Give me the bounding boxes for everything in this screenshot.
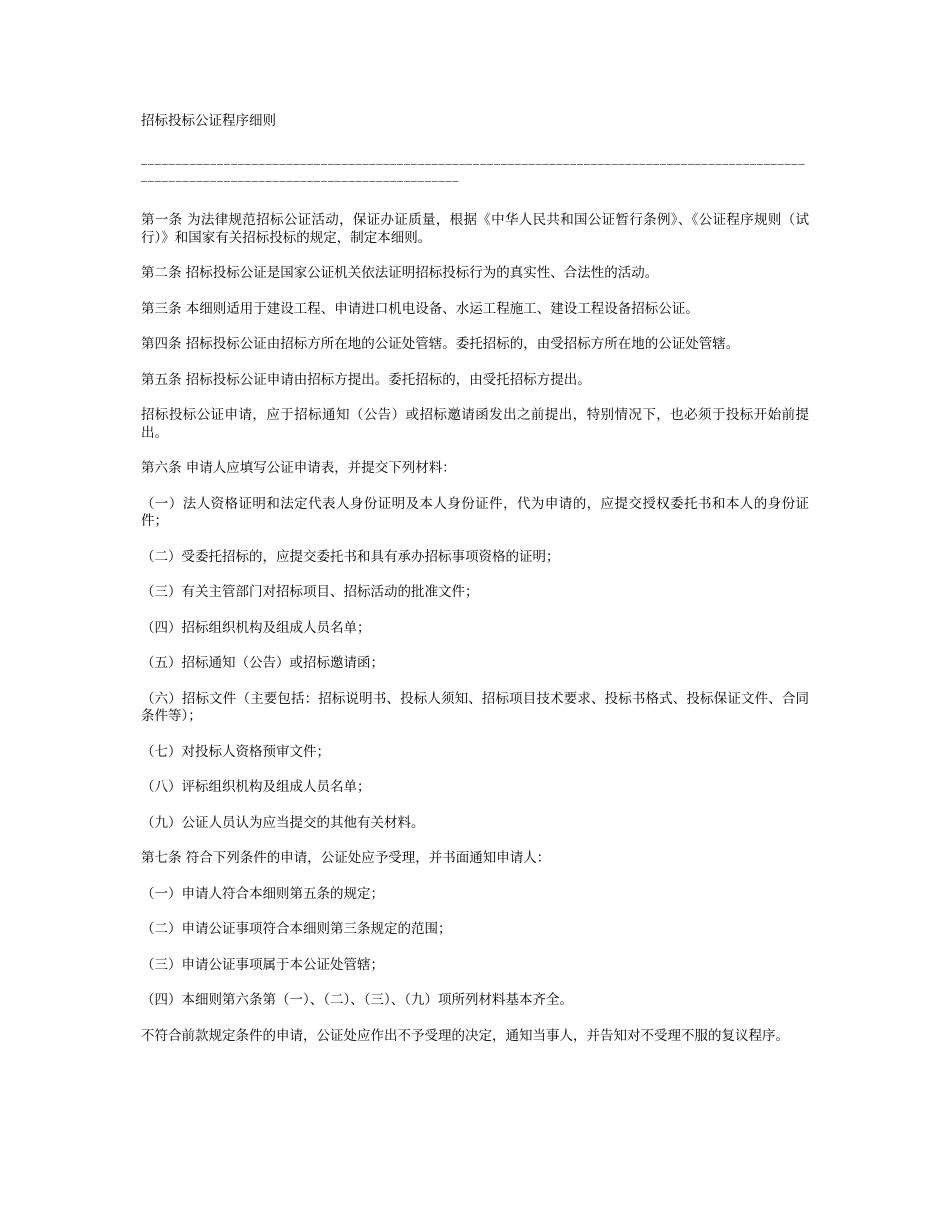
paragraph: 第一条 为法律规范招标公证活动，保证办证质量，根据《中华人民共和国公证暂行条例》、《公证程序规则（试行）》和国家有关招标投标的规定，制定本细则。: [141, 212, 809, 246]
paragraph: 不符合前款规定条件的申请，公证处应作出不予受理的决定，通知当事人，并告知对不受理不服的复议程序。: [141, 1027, 789, 1044]
list-item: （一）法人资格证明和法定代表人身份证明及本人身份证件，代为申请的，应提交授权委托书和本人的身份证件；: [141, 495, 809, 529]
paragraph: 第五条 招标投标公证申请由招标方提出。委托招标的，由受托招标方提出。: [141, 371, 591, 388]
paragraph: 第二条 招标投标公证是国家公证机关依法证明招标投标行为的真实性、合法性的活动。: [141, 265, 659, 281]
paragraph: 第六条 申请人应填写公证申请表，并提交下列材料：: [141, 460, 456, 476]
list-item: （一）申请人符合本细则第五条的规定；: [141, 885, 384, 902]
list-item: （九）公证人员认为应当提交的其他有关材料。: [141, 814, 425, 831]
list-item: （四）本细则第六条第（一）、（二）、（三）、（九）项所列材料基本齐全。: [141, 992, 573, 1008]
paragraph: 第七条 符合下列条件的申请，公证处应予受理，并书面通知申请人：: [141, 850, 551, 866]
document-title: 招标投标公证程序细则: [141, 113, 276, 129]
list-item: （三）申请公证事项属于本公证处管辖；: [141, 956, 384, 973]
separator-line: ——————————————————————————————————————————————————————————————————————————————————————————————————————————————————————————————————————————————: [141, 159, 806, 187]
list-item: （七）对投标人资格预审文件；: [141, 743, 330, 760]
list-item: （六）招标文件（主要包括：招标说明书、投标人须知、招标项目技术要求、投标书格式、投标保证文件、合同条件等）；: [141, 690, 809, 724]
list-item: （五）招标通知（公告）或招标邀请函；: [141, 655, 384, 671]
paragraph: 招标投标公证申请，应于招标通知（公告）或招标邀请函发出之前提出，特别情况下，也必须于投标开始前提出。: [141, 407, 809, 441]
paragraph: 第三条 本细则适用于建设工程、申请进口机电设备、水运工程施工、建设工程设备招标公证。: [141, 300, 699, 317]
paragraph: 第四条 招标投标公证由招标方所在地的公证处管辖。委托招标的，由受招标方所在地的公证处管辖。: [141, 336, 740, 352]
list-item: （二）申请公证事项符合本细则第三条规定的范围；: [141, 921, 452, 937]
document-page: [141, 112, 809, 1063]
document-body: [141, 212, 809, 1045]
list-item: （八）评标组织机构及组成人员名单；: [141, 779, 371, 795]
list-item: （三）有关主管部门对招标项目、招标活动的批准文件；: [141, 584, 479, 600]
list-item: （二）受委托招标的，应提交委托书和具有承办招标事项资格的证明；: [141, 548, 560, 565]
list-item: （四）招标组织机构及组成人员名单；: [141, 619, 371, 636]
